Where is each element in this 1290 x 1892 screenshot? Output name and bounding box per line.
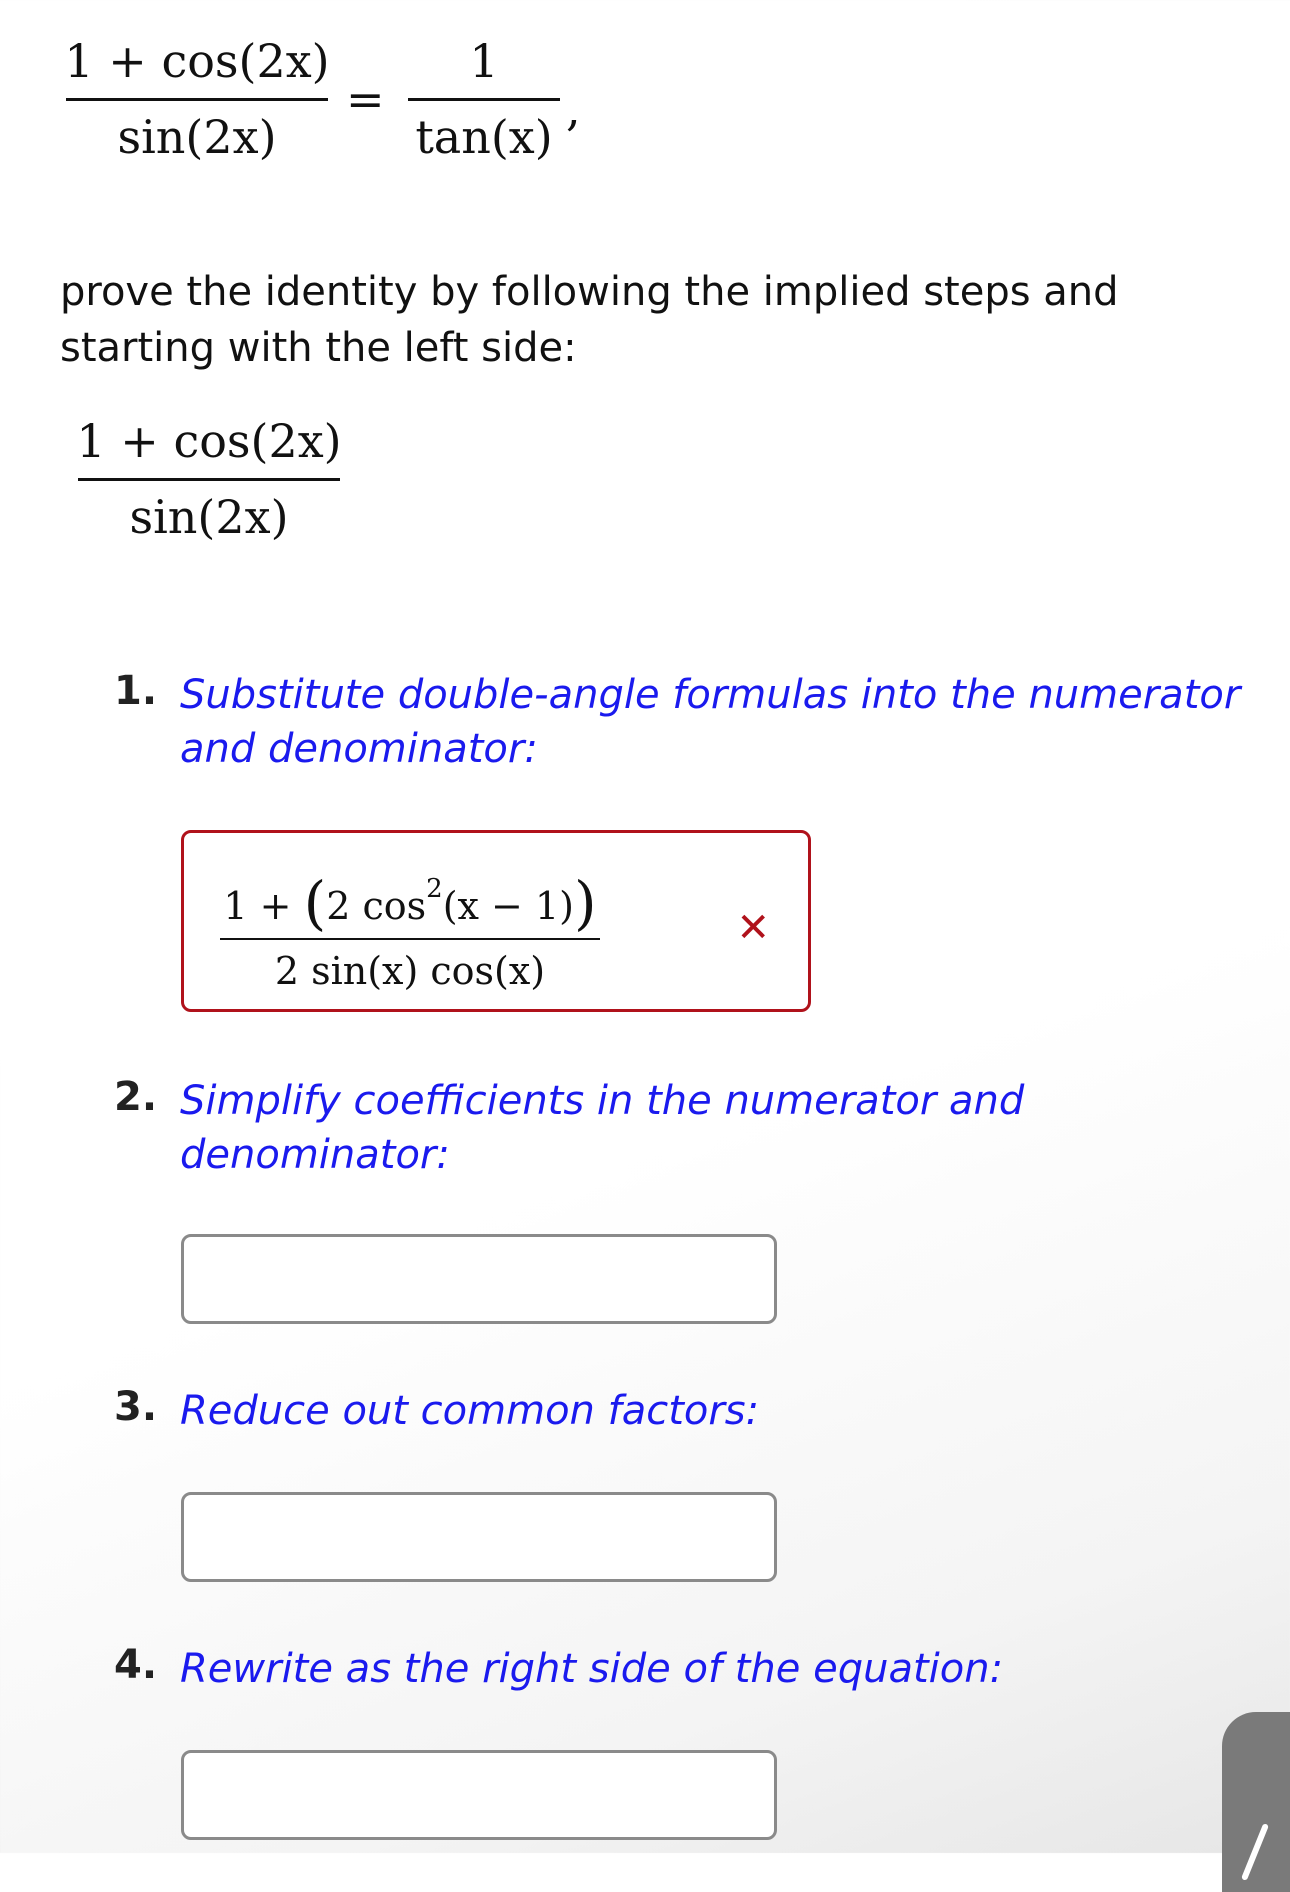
- fraction-bar: [220, 938, 600, 940]
- step-instruction: Rewrite as the right side of the equation:: [180, 1646, 1004, 1692]
- fraction-bar: [78, 478, 340, 481]
- corner-pen-tab[interactable]: [1222, 1712, 1290, 1892]
- step-number: 1.: [114, 668, 158, 714]
- numerator-inner: 2 cos: [326, 884, 427, 928]
- step-instruction: Substitute double-angle formulas into the numerator and denominator:: [180, 672, 1241, 772]
- step-1-answer-expression: [220, 861, 600, 998]
- numerator-exponent: 2: [426, 874, 443, 904]
- step-instruction: Simplify coefficients in the numerator and denominator:: [180, 1078, 1025, 1178]
- equals-sign: =: [346, 72, 385, 126]
- answer-denominator: 2 sin(x) cos(x): [274, 949, 546, 993]
- identity-right-fraction: [408, 30, 560, 167]
- fraction-bar: [66, 98, 328, 101]
- identity-left-denominator: sin(2x): [117, 110, 277, 164]
- fraction-bar: [408, 98, 560, 101]
- instruction-text: prove the identity by following the implied steps and starting with the left side:: [60, 269, 1119, 371]
- step-2-answer-box[interactable]: [181, 1234, 777, 1324]
- step-1-answer-box[interactable]: [181, 830, 811, 1012]
- identity-right-numerator: 1: [469, 34, 499, 88]
- step-number: 2.: [114, 1074, 158, 1120]
- step-number: 3.: [114, 1384, 158, 1430]
- identity-comma: ,: [566, 82, 581, 136]
- step-number: 4.: [114, 1642, 158, 1688]
- step-4-answer-box[interactable]: [181, 1750, 777, 1840]
- identity-left-fraction: [66, 30, 328, 167]
- start-denominator: sin(2x): [129, 490, 289, 544]
- numerator-prefix: 1 +: [223, 884, 292, 928]
- step-instruction: Reduce out common factors:: [180, 1388, 760, 1434]
- numerator-argument: (x − 1): [442, 884, 574, 928]
- step-3-answer-box[interactable]: [181, 1492, 777, 1582]
- identity-left-numerator: 1 + cos(2x): [64, 34, 330, 88]
- start-expression: [78, 410, 340, 547]
- identity-right-denominator: tan(x): [415, 110, 553, 164]
- start-numerator: 1 + cos(2x): [76, 414, 342, 468]
- incorrect-x-icon: ✕: [736, 905, 770, 951]
- answer-numerator: 1 + (2 $\cos^2(x - 1)$): [223, 869, 597, 937]
